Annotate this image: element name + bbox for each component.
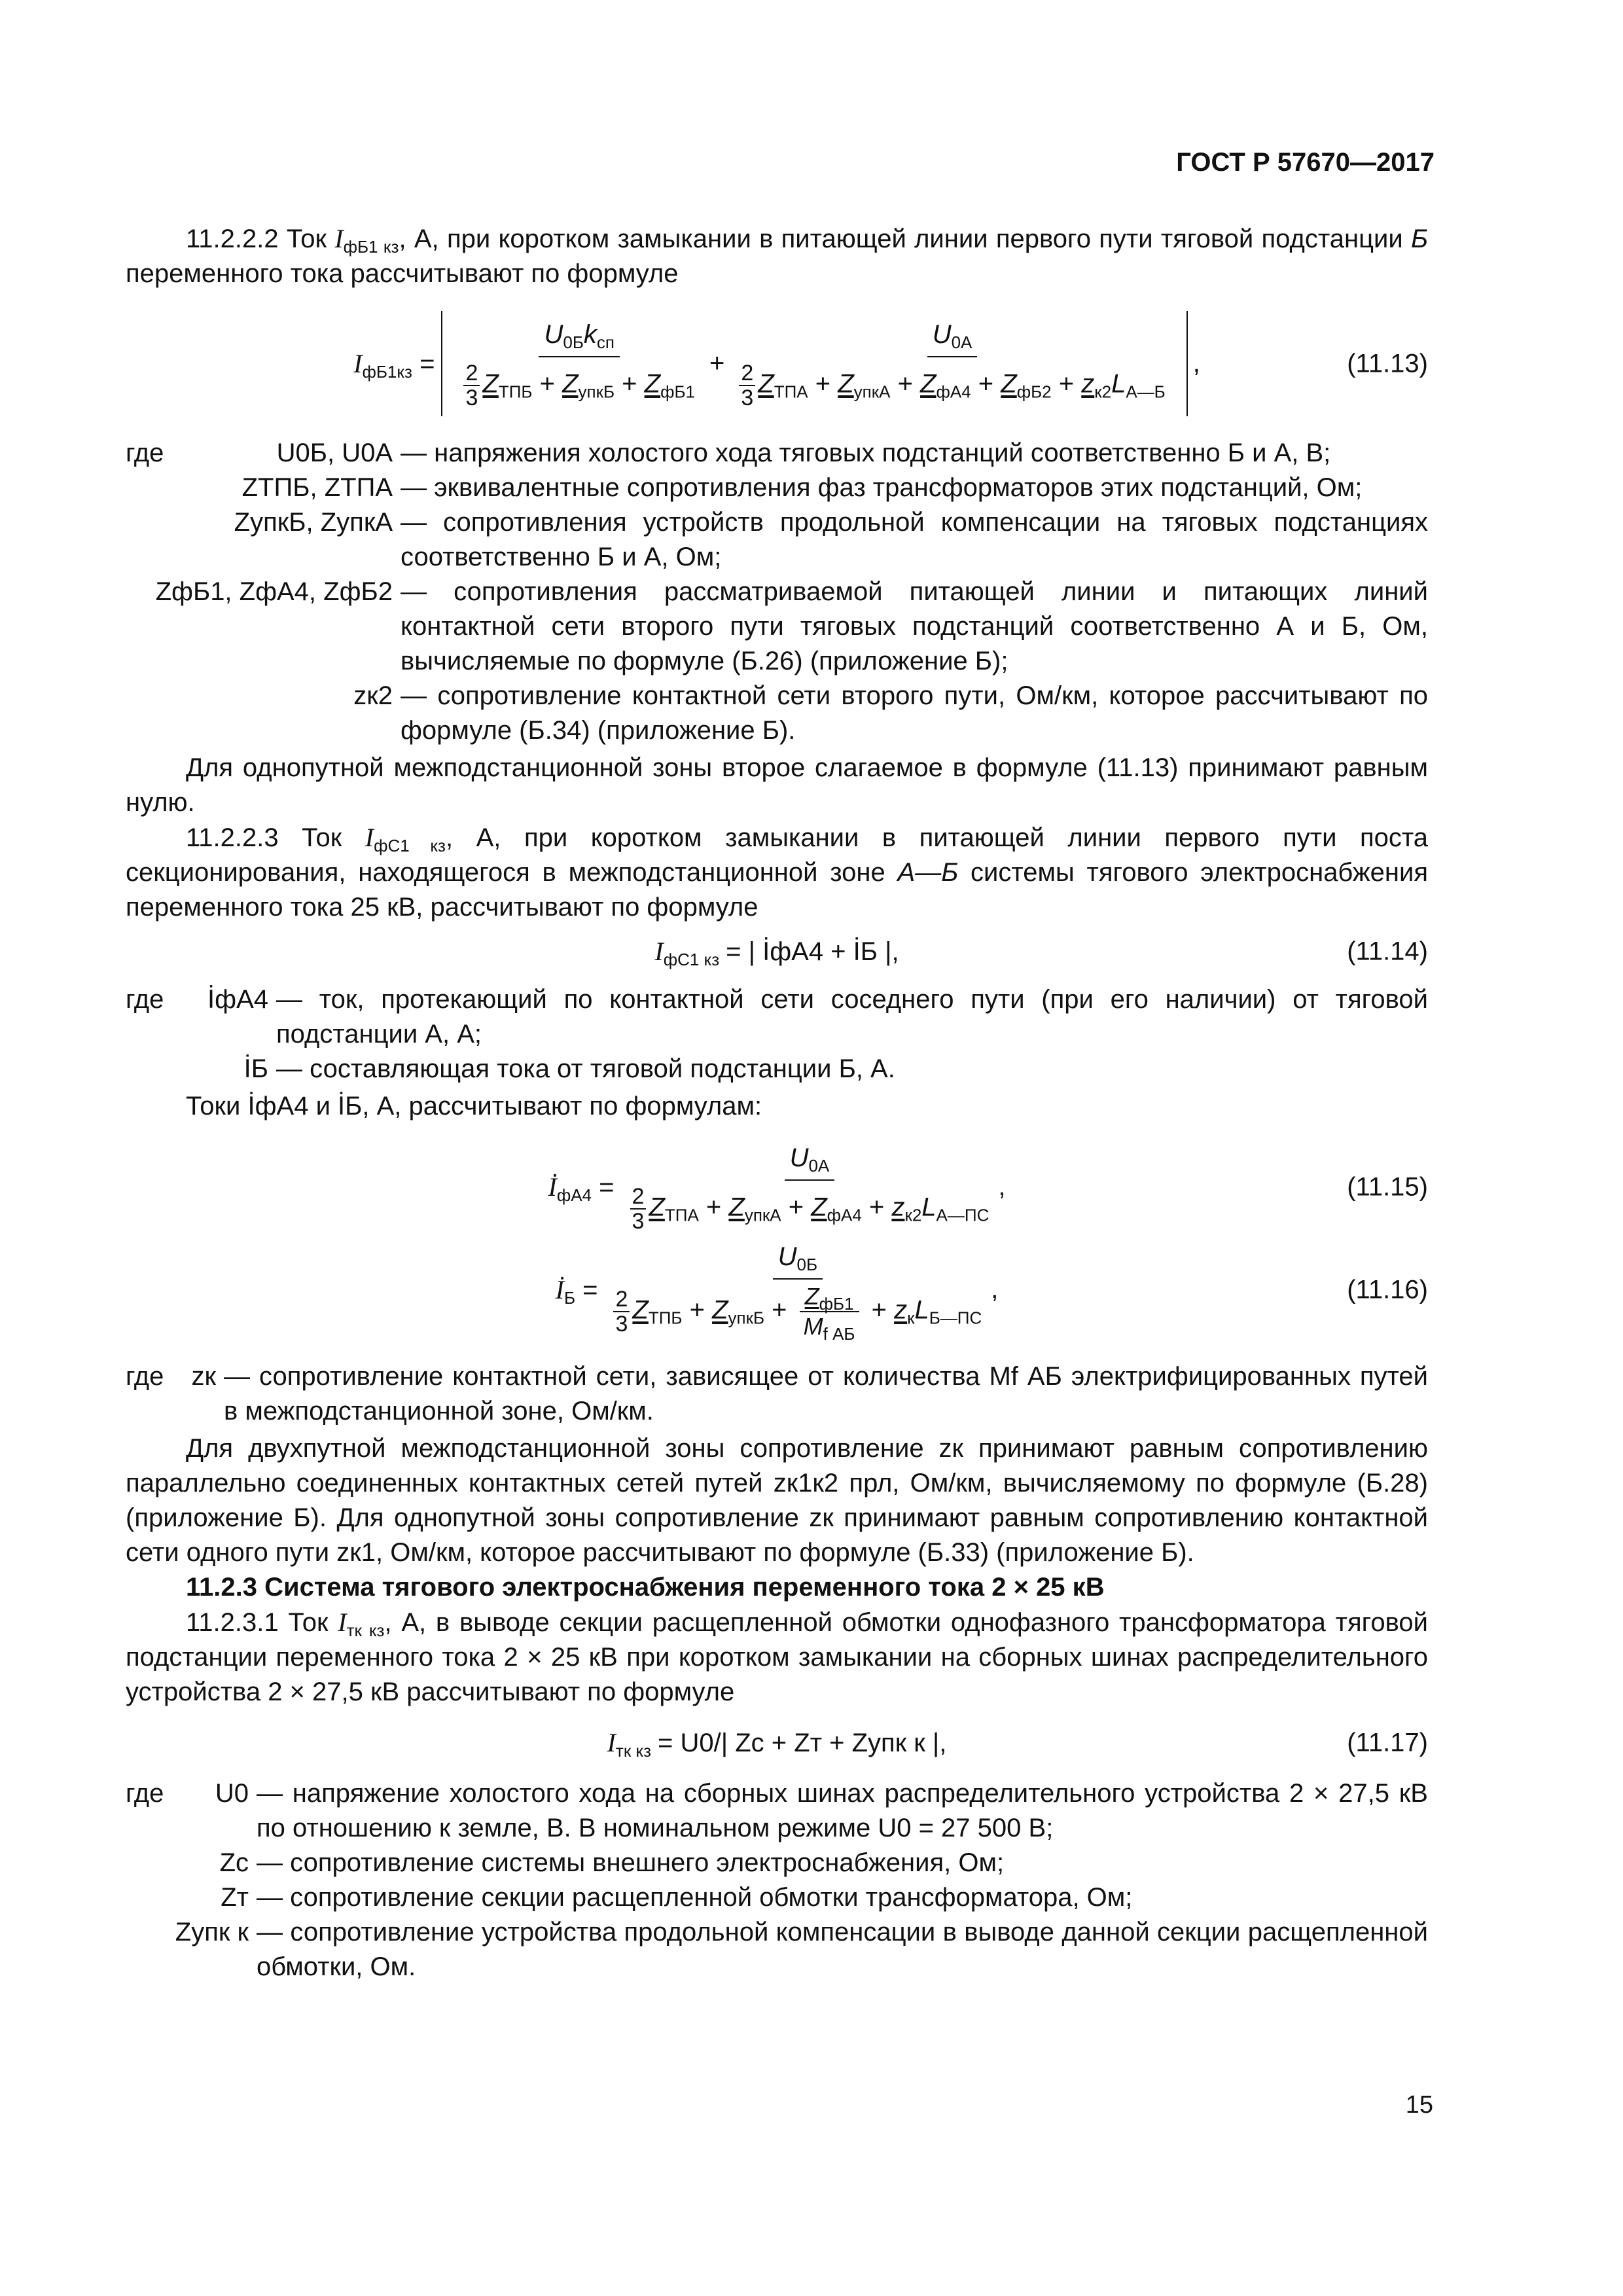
paragraph-11-2-2-2: 11.2.2.2 Ток $I_{фБ1 кз}$, А, при коротком замыкании в питающей линии первого пути тяговой подстанции Б переменного тока рассчитывают по формуле	[126, 224, 1428, 288]
equation-number: (11.13)	[1347, 349, 1428, 378]
where-list-11-14: где İфА4 — ток, протекающий по контактной сети соседнего пути (при его наличии) от тяговой подстанции А, А; İБ — составляющая тока от тяговой подстанции Б, А.	[126, 985, 1428, 1083]
section-heading-11-2-3: 11.2.3 Система тягового электроснабжения переменного тока 2 × 25 кВ	[186, 1573, 1105, 1602]
formula-11-15: $İ_{фА4}$ = $U_{0А}$ $\frac{2}{3}$ $Z_{ТПА} + Z_{упкА} + Z_{фА4} + z_{к2}L_{А—ПС}$ , (11.15)	[126, 1141, 1428, 1233]
where-list-11-13: где U0Б, U0А — напряжения холостого хода тяговых подстанций соответственно Б и А, В; ZТПБ, ZТПА — эквивалентные сопротивления фаз трансформаторов этих подстанций, Ом; ZупкБ, ZупкА — сопротивления устройств продольной компенсации на тяговых подстанциях соответственно Б и А, Ом; ZфБ1, ZфА4, ZфБ2 — сопротивления рассматриваемой питающей линии и питающих линий контактной сети второго пути тяговых подстанций соответственно А и Б, Ом, вычисляемые по формуле (Б.26) (приложение Б); zк2 — сопротивление контактной сети второго пути, Ом/км, которое рассчитывают по формуле (Б.34) (приложение Б).	[126, 439, 1428, 745]
page-content	[126, 221, 1428, 1987]
formula-11-17: $I_{тк кз}$ = U0/| Zс + Zт + Zупк к |, (11.17)	[126, 1725, 1428, 1761]
equation-number: (11.17)	[1347, 1728, 1428, 1757]
equation-number: (11.15)	[1347, 1172, 1428, 1201]
document-header: ГОСТ Р 57670—2017	[1176, 148, 1435, 177]
formula-11-13: $I_{фБ1кз}$ = $U_{0Б}k_{сп}$ $\frac{2}{3}$ $Z_{ТПБ} + Z_{упкБ} + Z_{фБ1}$ + $U_{0А}$ $\frac{2}{3}$ $Z_{ТПА} + Z_{упкА} + Z_{фА4} + Z_{фБ2} + z_{к2}L_{А—Б}$ , (11.13)	[126, 311, 1428, 416]
paragraph-note-single-track: Для однопутной межподстанционной зоны второе слагаемое в формуле (11.13) принимают равным нулю.	[126, 753, 1428, 817]
equation-number: (11.16)	[1347, 1275, 1428, 1304]
page-number: 15	[1405, 2091, 1433, 2119]
fraction-first-term: $U_{0Б}k_{сп}$ $\frac{2}{3}$ $Z_{ТПБ} + Z_{упкБ} + Z_{фБ1}$	[458, 317, 700, 410]
equation-number: (11.14)	[1347, 937, 1428, 966]
where-list-11-16: где zк — сопротивление контактной сети, зависящее от количества Mf АБ электрифицированных путей в межподстанционной зоне, Ом/км.	[126, 1362, 1428, 1426]
fraction-second-term: $U_{0А}$ $\frac{2}{3}$ $Z_{ТПА} + Z_{упкА} + Z_{фА4} + Z_{фБ2} + z_{к2}L_{А—Б}$	[734, 317, 1170, 410]
where-list-11-17: где U0 — напряжение холостого хода на сборных шинах распределительного устройства 2 × 27,5 кВ по отношению к земле, В. В номинальном режиме U0 = 27 500 В; Zс — сопротивление системы внешнего электроснабжения, Ом; Zт — сопротивление секции расщепленной обмотки трансформатора, Ом; Zупк к — сопротивление устройства продольной компенсации в выводе данной секции расщепленной обмотки, Ом.	[126, 1779, 1428, 1981]
formula-11-16: $İ_Б$ = $U_{0Б}$ $\frac{2}{3}$ $Z_{ТПБ} + Z_{упкБ}$ + $\frac{Z_{фБ1}}{M_{f АБ}}$ + $z_кL_{Б—ПС}$ , (11.16)	[126, 1240, 1428, 1340]
paragraph-currents: Токи İфА4 и İБ, А, рассчитывают по формулам:	[186, 1092, 762, 1121]
abs-value-bars: $U_{0Б}k_{сп}$ $\frac{2}{3}$ $Z_{ТПБ} + Z_{упкБ} + Z_{фБ1}$ + $U_{0А}$ $\frac{2}{3}$ $Z_{ТПА} + Z_{упкА} + Z_{фА4} + Z_{фБ2} + z_{к2}L_{А—Б}$	[441, 311, 1187, 416]
paragraph-11-2-3-1: 11.2.3.1 Ток $I_{тк кз}$, А, в выводе секции расщепленной обмотки однофазного трансформатора тяговой подстанции переменного тока 2 × 25 кВ при коротком замыкании на сборных шинах распределительного устройства 2 × 27,5 кВ рассчитывают по формуле	[126, 1607, 1428, 1706]
formula-11-14: $I_{фС1 кз}$ = | İфА4 + İБ |, (11.14)	[126, 934, 1428, 969]
paragraph-11-2-2-3: 11.2.2.3 Ток $I_{фС1 кз}$, А, при коротком замыкании в питающей линии первого пути поста секционирования, находящегося в межподстанционной зоне А—Б системы тягового электроснабжения переменного тока 25 кВ, рассчитывают по формуле	[126, 823, 1428, 922]
paragraph-note-two-track: Для двухпутной межподстанционной зоны сопротивление zк принимают равным сопротивлению параллельно соединенных контактных сетей путей zк1к2 прл, Ом/км, вычисляемому по формуле (Б.28) (приложение Б). Для однопутной зоны сопротивление zк принимают равным сопротивлению контактной сети одного пути zк1, Ом/км, которое рассчитывают по формуле (Б.33) (приложение Б).	[126, 1434, 1428, 1567]
